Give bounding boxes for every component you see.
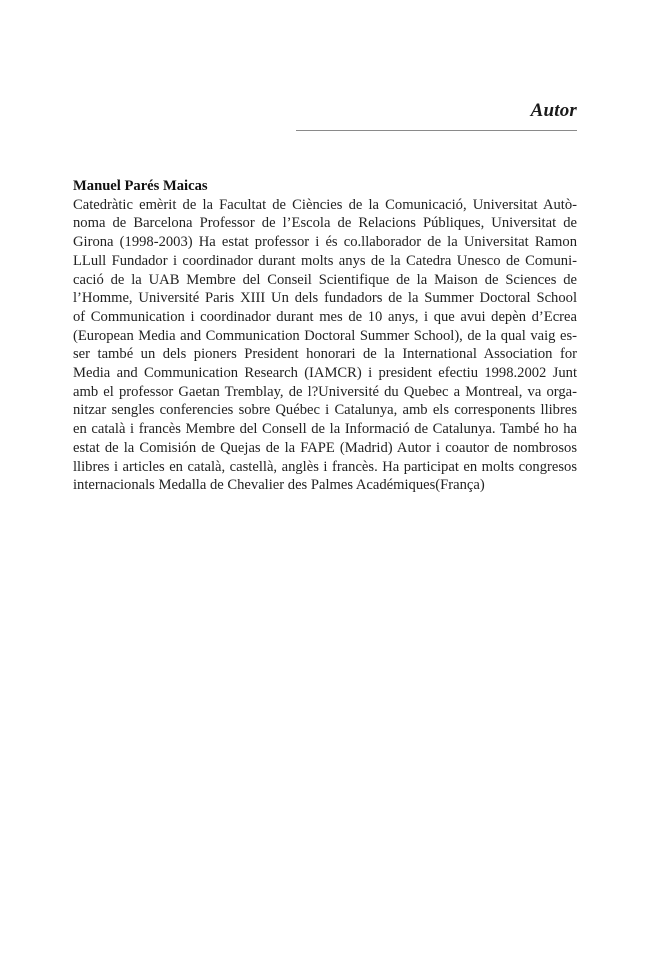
- bio-line: noma de Barcelona Professor de l’Escola de Relacions Públiques, Universitat de: [73, 215, 577, 232]
- author-name: Manuel Parés Maicas: [73, 178, 208, 194]
- section-title: Autor: [530, 100, 577, 121]
- header-divider: [296, 130, 577, 131]
- page-header: [296, 100, 577, 122]
- bio-line: Girona (1998-2003) Ha estat professor i és co.llaborador de la Universitat Ramon: [73, 234, 577, 251]
- bio-line: en català i francès Membre del Consell de la Informació de Catalunya. També ho ha: [73, 421, 577, 438]
- bio-line: Catedràtic emèrit de la Facultat de Ciències de la Comunicació, Universitat Autò-: [73, 196, 577, 213]
- bio-line: (European Media and Communication Doctoral Summer School), de la qual vaig es-: [73, 327, 577, 344]
- author-bio: [73, 177, 577, 495]
- bio-line: nitzar sengles conferencies sobre Québec i Catalunya, amb els corresponents llibres: [73, 402, 577, 419]
- bio-line: Media and Communication Research (IAMCR) i president efectiu 1998.2002 Junt: [73, 365, 577, 382]
- bio-line: l’Homme, Université Paris XIII Un dels fundadors de la Summer Doctoral School: [73, 290, 577, 307]
- author-bio-text: [73, 196, 577, 495]
- bio-line: cació de la UAB Membre del Conseil Scientifique de la Maison de Sciences de: [73, 271, 577, 288]
- bio-line: LLull Fundador i coordinador durant molts anys de la Catedra Unesco de Comuni-: [73, 252, 577, 269]
- bio-line: of Communication i coordinador durant mes de 10 anys, i que avui depèn d’Ecrea: [73, 308, 577, 325]
- bio-line: llibres i articles en català, castellà, anglès i francès. Ha participat en molts congresos: [73, 458, 577, 475]
- bio-line: ser també un dels pioners President honorari de la International Association for: [73, 346, 577, 363]
- bio-line: amb el professor Gaetan Tremblay, de l?Université du Quebec a Montreal, va orga-: [73, 383, 577, 400]
- bio-line: internacionals Medalla de Chevalier des Palmes Académiques(França): [73, 477, 485, 494]
- bio-line: estat de la Comisión de Quejas de la FAPE (Madrid) Autor i coautor de nombrosos: [73, 439, 577, 456]
